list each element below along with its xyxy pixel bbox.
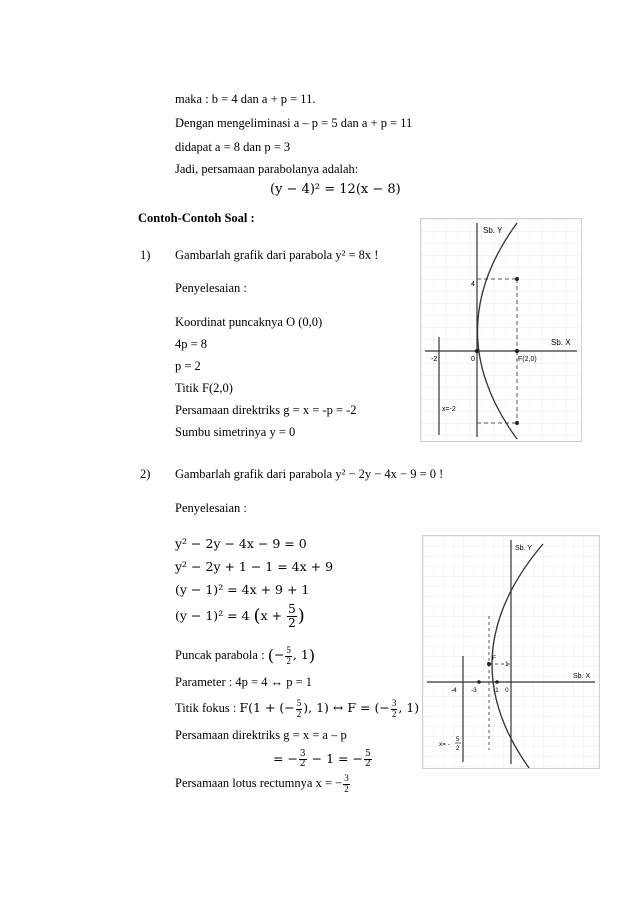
ex2-eq-4-x: x + [260,608,287,623]
ex2-parameter: Parameter : 4p = 4 ↔ p = 1 [175,675,312,689]
intro-line-1: maka : b = 4 dan a + p = 11. [175,92,316,106]
ex2-eq-4-frac: $\frac{5}{2}$ [288,602,296,630]
ex2-question: Gambarlah grafik dari parabola y² − 2y − 4x − 9 = 0 ! [175,467,444,481]
ex2-eq-4-lhs: (y − 1)² = 4 [175,608,254,623]
ex2-puncak-frac: $\frac{5}{2}$ [286,645,291,666]
ex2-y-label: Sb. Y [515,545,532,552]
intro-line-3: didapat a = 8 dan p = 3 [175,140,291,154]
ex2-origin: 0 [505,687,509,694]
ex2-lotus: Persamaan lotus rectumnya x = − $\frac{3}{2}$ [175,773,349,794]
ex1-step-4: Titik F(2,0) [175,381,233,395]
ex2-vertex-point [477,680,481,684]
ex2-eq-4: (y − 1)² = 4 (x + $\frac{5}{2}$ ) [175,602,305,630]
ex2-number: 2) [140,467,151,481]
ex1-parabola-graph [420,218,582,442]
ex1-tick-4: 4 [471,281,475,288]
ex2-directrix-label: x= - [439,741,451,748]
ex2-fokus: Titik fokus : F(1 + (− $\frac{5}{2}$ ), 1) ↔ F = (− $\frac{3}{2}$ , 1) [175,698,420,719]
ex1-x-label: Sb. X [551,338,571,347]
ex2-puncak: Puncak parabola : (− $\frac{5}{2}$ , 1) [175,645,316,666]
ex1-focus-label: F(2,0) [518,356,537,363]
ex1-focus-point [515,349,519,353]
ex1-question: Gambarlah grafik dari parabola y² = 8x ! [175,248,379,262]
ex1-number: 1) [140,248,151,262]
ex2-tick-b: -3 [471,687,477,694]
ex2-tick-c: -1 [493,687,499,694]
ex1-bottom-point [515,421,519,425]
ex2-direktriks: Persamaan direktriks g = x = a – p [175,728,347,742]
ex2-focus-point [487,662,491,666]
intro-line-2: Dengan mengeliminasi a – p = 5 dan a + p = 11 [175,116,413,130]
ex2-direktriks-value: = − $\frac{3}{2}$ − 1 = − $\frac{5}{2}$ [273,748,371,769]
ex2-cross-point [495,680,499,684]
ex1-tick-neg2: -2 [431,356,438,363]
ex1-origin: 0 [471,356,475,363]
ex2-eq-3: (y − 1)² = 4x + 9 + 1 [175,582,310,597]
ex2-directrix-num: 5 [456,737,460,743]
ex2-focus-label: F [492,655,496,662]
ex2-fokus-label: Titik fokus : [175,701,240,715]
ex2-eq-2: y² − 2y + 1 − 1 = 4x + 9 [175,559,334,574]
ex1-graph-svg [421,219,581,441]
ex1-step-3: p = 2 [175,359,201,373]
ex1-solution-label: Penyelesaian : [175,281,247,295]
ex1-step-1: Koordinat puncaknya O (0,0) [175,315,323,329]
ex1-directrix-label: x=-2 [442,406,456,413]
section-title: Contoh-Contoh Soal : [138,211,255,225]
intro-equation: (y − 4)² = 12(x − 8) [270,182,401,197]
ex2-tick-y1: 1 [505,661,509,668]
intro-line-4: Jadi, persamaan parabolanya adalah: [175,162,359,176]
ex1-step-2: 4p = 8 [175,337,208,351]
ex1-vertex-point [475,349,479,353]
ex2-directrix-den: 2 [456,746,460,752]
ex1-step-5: Persamaan direktriks g = x = -p = -2 [175,403,357,417]
ex2-tick-a: -4 [451,687,457,694]
ex2-graph-svg [423,536,599,768]
ex1-step-6: Sumbu simetrinya y = 0 [175,425,296,439]
ex2-puncak-label: Puncak parabola : [175,648,268,662]
ex1-y-label: Sb. Y [483,226,503,235]
ex2-solution-label: Penyelesaian : [175,501,247,515]
ex1-top-point [515,277,519,281]
ex2-parabola-graph [422,535,600,769]
ex2-x-label: Sb. X [573,673,591,680]
ex2-eq-1: y² − 2y − 4x − 9 = 0 [175,536,307,551]
